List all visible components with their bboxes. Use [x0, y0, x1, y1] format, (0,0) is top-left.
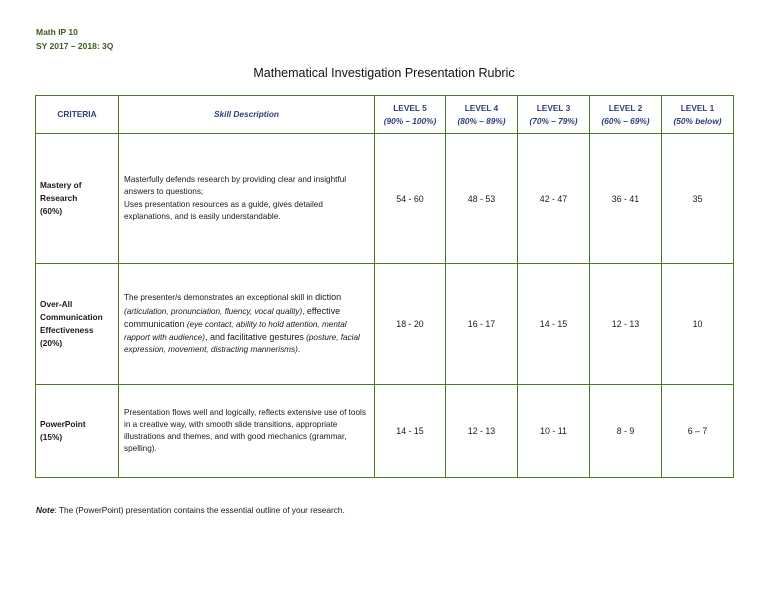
description-text: Presentation flows well and logically, reflects extensive use of tools in a creative way, with smooth slide transitions, appropriate illustrations and themes, and with good mechanics (grammar, spelling).: [124, 407, 366, 454]
score-cell: 10 - 11: [518, 385, 590, 478]
level-4-header: [446, 96, 518, 134]
description-detail: (eye contact, ability to hold attention, mental rapport with audience): [124, 319, 347, 343]
description-text: ,: [302, 306, 305, 316]
description-text: .: [297, 345, 301, 355]
score-cell: 14 - 15: [518, 264, 590, 385]
score-cell: 54 - 60: [375, 134, 446, 264]
level-5-header: [375, 96, 446, 134]
page-title: Mathematical Investigation Presentation Rubric: [253, 66, 515, 80]
rubric-table: [35, 95, 734, 478]
criteria-weight: (20%): [40, 338, 63, 348]
description-text: , and: [205, 332, 226, 343]
score-cell: 12 - 13: [590, 264, 662, 385]
table-row: [36, 264, 734, 385]
school-year-label: SY 2017 – 2018: 3Q: [36, 41, 114, 51]
description-detail: (articulation, pronunciation, fluency, vocal quality): [124, 306, 303, 316]
note-label: Note: [36, 505, 55, 515]
score-cell: 14 - 15: [375, 385, 446, 478]
level-range: (50% below): [673, 115, 722, 126]
description-term: diction: [315, 292, 342, 303]
table-row: [36, 134, 734, 264]
criteria-text: Over-All: [40, 299, 73, 309]
score-cell: 6 – 7: [662, 385, 734, 478]
score-cell: 16 - 17: [446, 264, 518, 385]
footnote: [36, 505, 345, 515]
note-text: : The (PowerPoint) presentation contains the essential outline of your research.: [54, 505, 345, 515]
level-2-header: [590, 96, 662, 134]
skill-description-header: Skill Description: [119, 96, 375, 134]
skill-description-cell: [119, 134, 375, 264]
level-label: LEVEL 5: [393, 102, 427, 113]
skill-description-cell: [119, 264, 375, 385]
level-label: LEVEL 4: [464, 102, 499, 113]
header-row: [36, 96, 734, 134]
score-cell: 36 - 41: [590, 134, 662, 264]
criteria-cell: [36, 134, 119, 264]
level-range: (60% – 69%): [601, 115, 650, 126]
criteria-text: Effectiveness: [40, 325, 94, 335]
criteria-cell: [36, 385, 119, 478]
score-cell: 8 - 9: [590, 385, 662, 478]
description-text: Uses presentation resources as a guide, gives detailed explanations, and is easily understandable.: [124, 199, 323, 221]
criteria-text: PowerPoint: [40, 419, 86, 429]
skill-description-cell: [119, 385, 375, 478]
score-cell: 42 - 47: [518, 134, 590, 264]
criteria-weight: (60%): [40, 206, 63, 216]
criteria-weight: (15%): [40, 432, 63, 442]
description-text: The presenter/s demonstrates an exceptional skill in: [124, 293, 313, 303]
description-text: Masterfully defends research by providing clear and insightful answers to questions;: [124, 175, 347, 197]
score-cell: 18 - 20: [375, 264, 446, 385]
score-cell: 10: [662, 264, 734, 385]
level-1-header: [662, 96, 734, 134]
criteria-cell: [36, 264, 119, 385]
level-3-header: [518, 96, 590, 134]
criteria-text: Mastery of: [40, 180, 82, 190]
criteria-text: Research: [40, 193, 78, 203]
description-term: effective communication: [124, 305, 341, 329]
level-range: (70% – 79%): [529, 115, 578, 126]
level-range: (90% – 100%): [383, 115, 437, 126]
level-label: LEVEL 1: [680, 102, 715, 113]
description-detail: (posture, facial expression, movement, distracting mannerisms): [124, 333, 360, 355]
level-label: LEVEL 2: [608, 102, 643, 113]
table-row: [36, 385, 734, 478]
level-label: LEVEL 3: [536, 102, 571, 113]
criteria-header: CRITERIA: [36, 96, 119, 134]
score-cell: 12 - 13: [446, 385, 518, 478]
score-cell: 35: [662, 134, 734, 264]
score-cell: 48 - 53: [446, 134, 518, 264]
level-range: (80% – 89%): [457, 115, 506, 126]
criteria-text: Communication: [40, 312, 103, 322]
course-label: Math IP 10: [36, 27, 78, 37]
description-term: facilitative gestures: [227, 332, 304, 343]
